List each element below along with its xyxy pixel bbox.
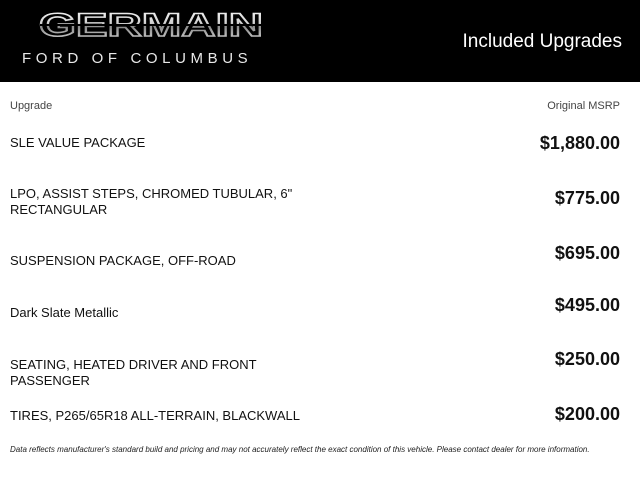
upgrade-name: SEATING, HEATED DRIVER AND FRONT PASSENGER [10, 357, 257, 388]
dealer-logo-text: GERMAIN [39, 8, 263, 42]
disclaimer-text: Data reflects manufacturer's standard build and pricing and may not accurately reflect the exact condition of this vehicle. Please contact dealer for more information. [10, 445, 590, 454]
upgrade-price: $250.00 [554, 349, 620, 369]
upgrade-price: $1,880.00 [539, 133, 620, 153]
upgrade-name: TIRES, P265/65R18 ALL-TERRAIN, BLACKWALL [10, 408, 300, 423]
page-title: Included Upgrades [462, 31, 622, 52]
upgrade-name: Dark Slate Metallic [10, 305, 119, 320]
column-header-msrp: Original MSRP [547, 100, 620, 112]
page-header [0, 0, 640, 82]
upgrade-price: $200.00 [554, 404, 620, 424]
upgrade-name: SUSPENSION PACKAGE, OFF-ROAD [10, 253, 236, 268]
upgrade-name: LPO, ASSIST STEPS, CHROMED TUBULAR, 6" RECTANGULAR [10, 186, 293, 217]
upgrade-price: $495.00 [554, 295, 620, 315]
upgrade-price: $775.00 [554, 188, 620, 208]
upgrade-name: SLE VALUE PACKAGE [10, 135, 146, 150]
dealer-logo-subtitle: FORD OF COLUMBUS [22, 50, 253, 67]
dealer-logo [36, 8, 266, 42]
upgrade-price: $695.00 [554, 243, 620, 263]
column-header-upgrade: Upgrade [10, 100, 53, 112]
